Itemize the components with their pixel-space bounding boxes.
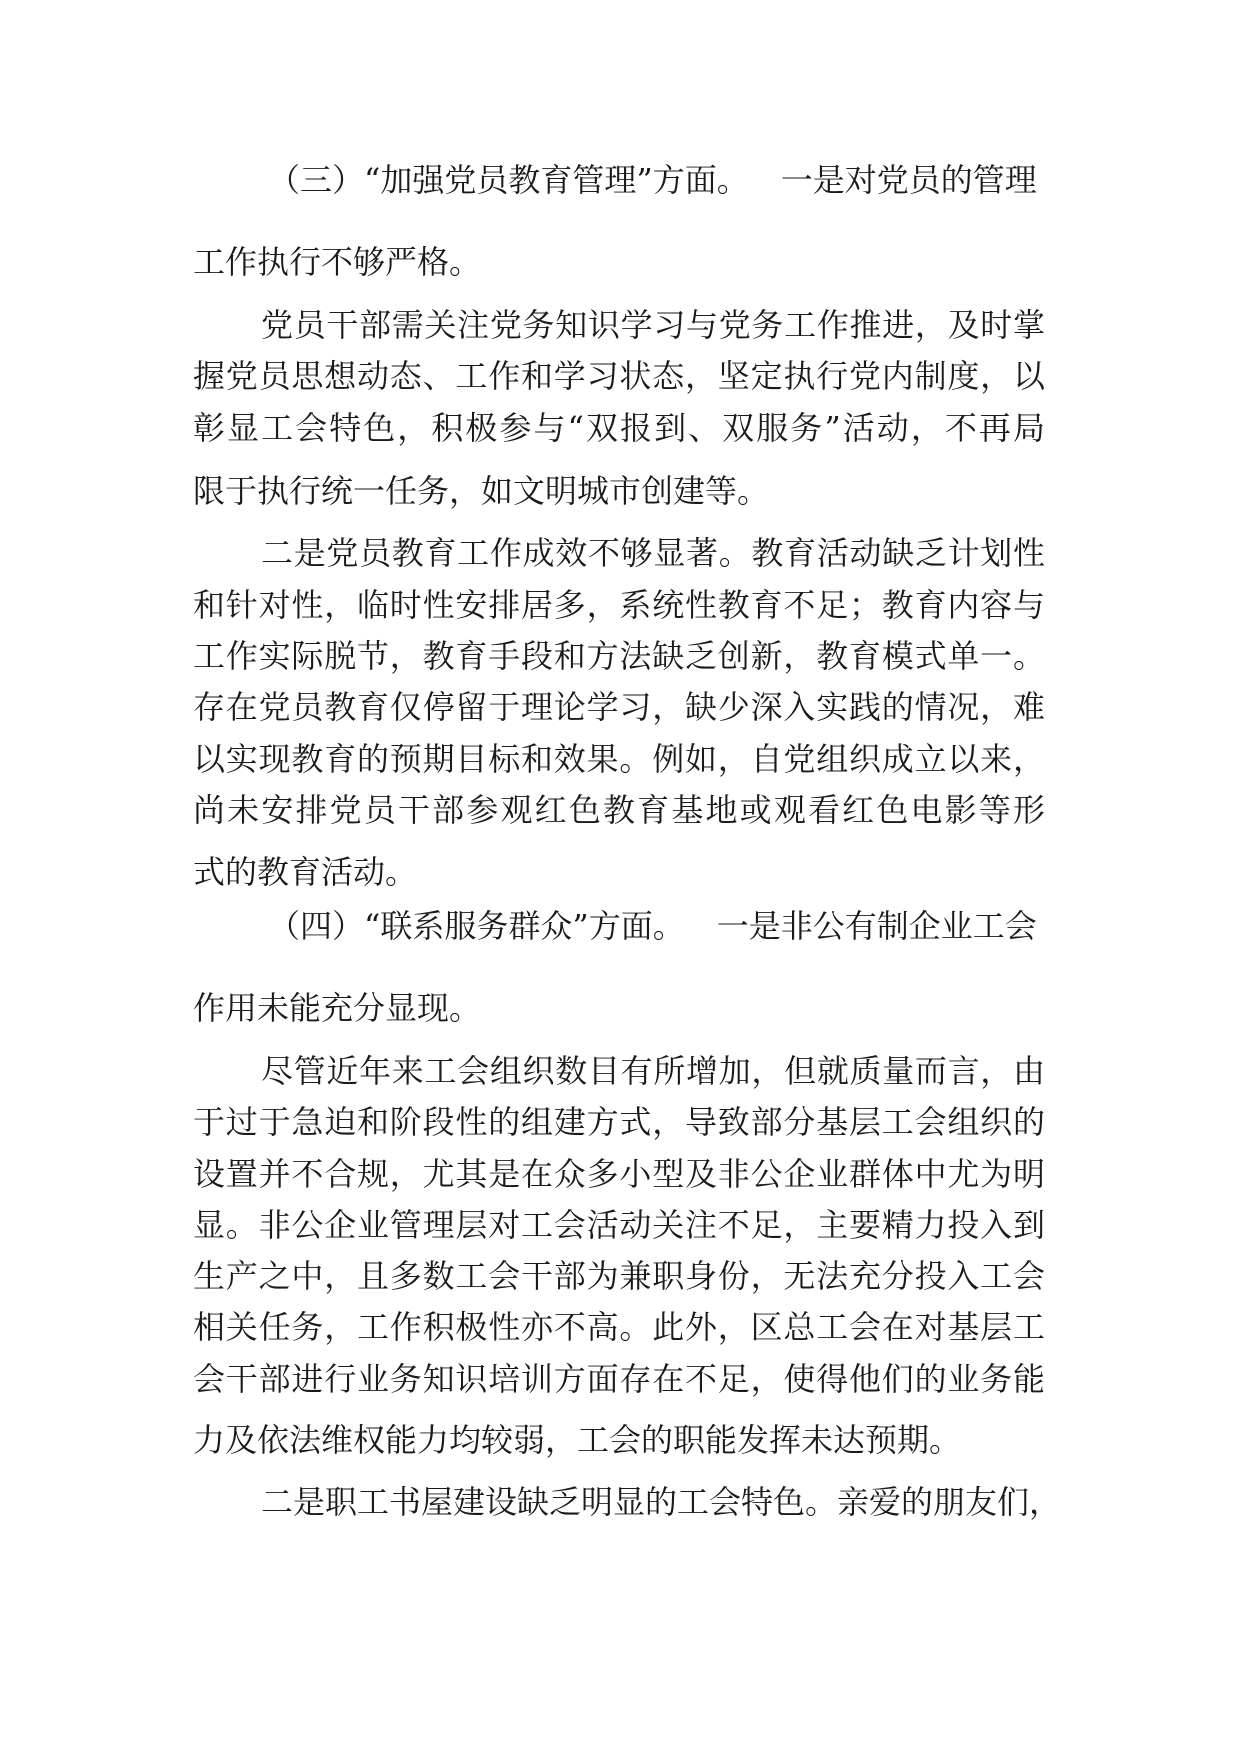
paragraph-line: 二是党员教育工作成效不够显著。教育活动缺乏计划性 <box>261 534 1045 572</box>
paragraph-line: 存在党员教育仅停留于理论学习，缺少深入实践的情况，难 <box>193 688 1045 726</box>
section-3-heading-continuation: 工作执行不够严格。 <box>193 243 482 281</box>
section-3-heading-title: （三）“加强党员教育管理”方面。 <box>268 161 749 199</box>
paragraph-line: 二是职工书屋建设缺乏明显的工会特色。亲爱的朋友们， <box>261 1483 1062 1521</box>
paragraph-line: 会干部进行业务知识培训方面存在不足，使得他们的业务能 <box>193 1360 1045 1398</box>
section-3-heading-rest: 一是对党员的管理 <box>780 161 1037 199</box>
paragraph-line: 党员干部需关注党务知识学习与党务工作推进，及时掌 <box>261 306 1045 344</box>
paragraph-line: 力及依法维权能力均较弱，工会的职能发挥未达预期。 <box>193 1421 962 1459</box>
paragraph-line: 握党员思想动态、工作和学习状态，坚定执行党内制度，以 <box>193 357 1045 395</box>
paragraph-line: 式的教育活动。 <box>193 853 418 891</box>
section-3-heading <box>268 160 1045 200</box>
paragraph-line: 以实现教育的预期目标和效果。例如，自党组织成立以来， <box>193 740 1045 778</box>
paragraph-line: 显。非公企业管理层对工会活动关注不足，主要精力投入到 <box>193 1206 1045 1244</box>
section-4-heading-continuation: 作用未能充分显现。 <box>193 989 482 1027</box>
paragraph-line: 尽管近年来工会组织数目有所增加，但就质量而言，由 <box>261 1052 1045 1090</box>
section-4-heading-rest: 一是非公有制企业工会 <box>716 907 1037 945</box>
paragraph-line: 于过于急迫和阶段性的组建方式，导致部分基层工会组织的 <box>193 1103 1045 1141</box>
section-4-heading-title: （四）“联系服务群众”方面。 <box>268 907 685 945</box>
paragraph-line: 彰显工会特色，积极参与“双报到、双服务”活动，不再局 <box>193 409 1045 447</box>
paragraph-line: 限于执行统一任务，如文明城市创建等。 <box>193 472 770 510</box>
paragraph-line: 和针对性，临时性安排居多，系统性教育不足；教育内容与 <box>193 586 1045 624</box>
section-4-heading <box>268 906 1045 946</box>
paragraph-line: 工作实际脱节，教育手段和方法缺乏创新，教育模式单一。 <box>193 637 1045 675</box>
paragraph-line: 生产之中，且多数工会干部为兼职身份，无法充分投入工会 <box>193 1257 1045 1295</box>
paragraph-line: 设置并不合规，尤其是在众多小型及非公企业群体中尤为明 <box>193 1155 1045 1193</box>
paragraph-line: 相关任务，工作积极性亦不高。此外，区总工会在对基层工 <box>193 1308 1045 1346</box>
paragraph-line: 尚未安排党员干部参观红色教育基地或观看红色电影等形 <box>193 791 1045 829</box>
